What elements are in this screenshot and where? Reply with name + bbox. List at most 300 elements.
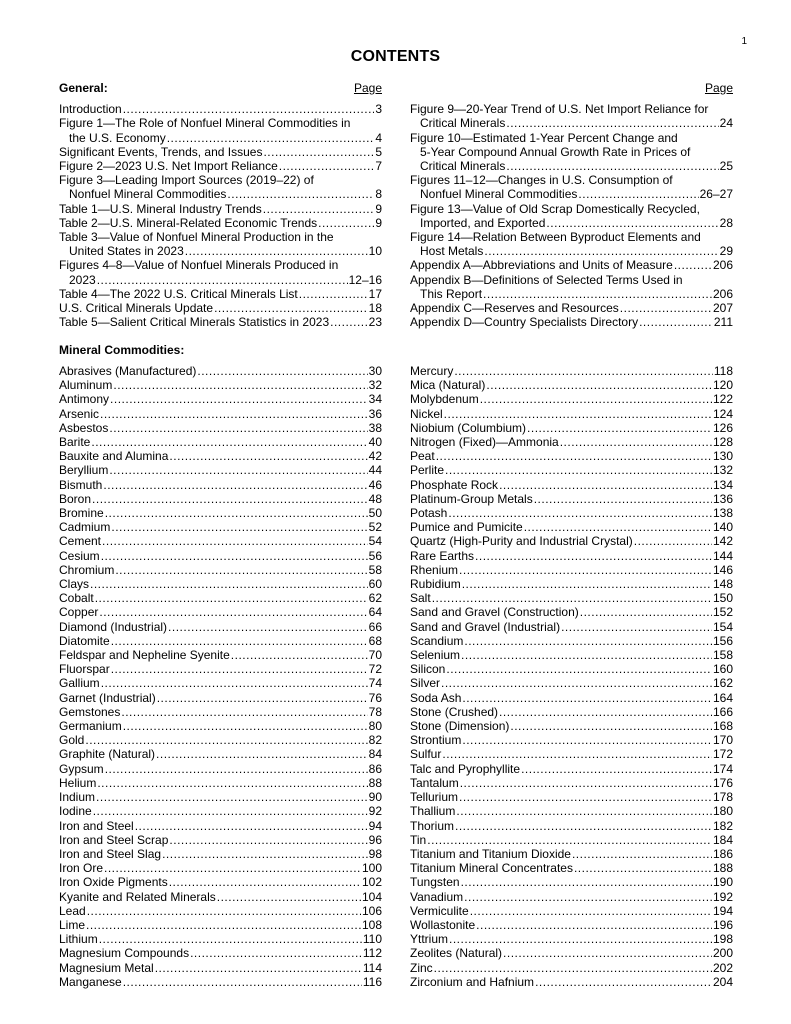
page-column-label: Page [704, 81, 733, 95]
toc-entry-title: Abrasives (Manufactured) [59, 364, 197, 378]
toc-item-line: Figure 3—Leading Import Sources (2019–22) of [59, 173, 314, 188]
toc-item[interactable] [59, 315, 382, 329]
dot-leader [105, 506, 368, 520]
toc-entry-title: Table 4—The 2022 U.S. Critical Minerals List [59, 286, 298, 301]
toc-entry-page: 142 [712, 534, 733, 549]
toc-entry-page: 80 [368, 719, 382, 734]
toc-entry-page: 122 [712, 392, 733, 407]
toc-entry-page: 172 [712, 747, 733, 762]
toc-entry[interactable] [59, 563, 382, 577]
dot-leader [123, 102, 375, 116]
toc-entry-title: Aluminum [59, 378, 113, 393]
dot-leader [448, 506, 712, 520]
toc-entry[interactable] [59, 861, 382, 875]
dot-leader [318, 216, 374, 230]
toc-entry-title: Nonfuel Mineral Commodities [69, 187, 227, 202]
toc-entry-page: 88 [368, 775, 382, 790]
mineral-list-left [59, 364, 382, 989]
toc-entry[interactable] [59, 407, 382, 421]
toc-entry-page: 62 [368, 591, 382, 606]
toc-entry[interactable] [59, 932, 382, 946]
toc-entry[interactable] [410, 691, 733, 705]
toc-entry[interactable] [59, 287, 382, 301]
dot-leader [217, 890, 361, 904]
dot-leader [97, 273, 348, 287]
toc-entry[interactable] [410, 847, 733, 861]
dot-leader [476, 918, 712, 932]
toc-entry[interactable] [410, 563, 733, 577]
general-toc-right [410, 81, 733, 329]
toc-entry-title: Potash [410, 506, 448, 521]
dot-leader [123, 719, 368, 733]
dot-leader [535, 975, 712, 989]
toc-entry-page: 134 [712, 477, 733, 492]
dot-leader [102, 534, 368, 548]
toc-entry-page: 40 [368, 435, 382, 450]
toc-entry-title: Gold [59, 733, 85, 748]
toc-entry[interactable] [410, 961, 733, 975]
toc-entry-title: Beryllium [59, 463, 109, 478]
toc-entry-page: 52 [368, 520, 382, 535]
toc-entry[interactable] [59, 102, 382, 116]
toc-entry[interactable] [59, 202, 382, 216]
toc-entry[interactable] [410, 790, 733, 804]
toc-entry-title: Strontium [410, 733, 462, 748]
toc-entry-title: Garnet (Industrial) [59, 690, 156, 705]
dot-leader [104, 861, 361, 875]
toc-entry[interactable] [59, 187, 382, 201]
toc-entry[interactable] [410, 216, 733, 230]
toc-entry[interactable] [59, 662, 382, 676]
general-header-right [410, 81, 733, 95]
toc-entry-page: 60 [368, 577, 382, 592]
toc-item[interactable] [410, 315, 733, 329]
toc-entry[interactable] [59, 804, 382, 818]
dot-leader [156, 747, 368, 761]
toc-entry[interactable] [59, 534, 382, 548]
dot-leader [499, 705, 712, 719]
dot-leader [620, 301, 712, 315]
dot-leader [197, 364, 367, 378]
toc-entry-page: 44 [368, 463, 382, 478]
toc-entry[interactable] [59, 918, 382, 932]
toc-entry[interactable] [410, 819, 733, 833]
toc-entry-page: 50 [368, 506, 382, 521]
dot-leader [99, 932, 362, 946]
dot-leader [434, 961, 712, 975]
dot-leader [299, 287, 368, 301]
toc-entry[interactable] [410, 258, 733, 272]
toc-entry-page: 168 [712, 719, 733, 734]
toc-entry-title: Diamond (Industrial) [59, 619, 168, 634]
toc-entry[interactable] [410, 904, 733, 918]
toc-entry-page: 138 [712, 506, 733, 521]
toc-entry-page: 206 [712, 286, 733, 301]
toc-entry[interactable] [410, 634, 733, 648]
toc-entry[interactable] [59, 847, 382, 861]
toc-entry-title: Clays [59, 577, 90, 592]
toc-entry-title: Graphite (Natural) [59, 747, 156, 762]
toc-entry[interactable] [410, 187, 733, 201]
toc-entry[interactable] [410, 620, 733, 634]
dot-leader [263, 145, 374, 159]
toc-entry[interactable] [59, 449, 382, 463]
toc-entry[interactable] [59, 244, 382, 258]
toc-entry-page: 116 [362, 974, 382, 989]
toc-entry[interactable] [410, 705, 733, 719]
toc-entry-page: 25 [719, 159, 733, 174]
toc-entry[interactable] [59, 216, 382, 230]
toc-entry[interactable] [410, 918, 733, 932]
toc-entry[interactable] [59, 463, 382, 477]
toc-entry[interactable] [59, 648, 382, 662]
toc-entry-page: 114 [362, 960, 382, 975]
toc-entry[interactable] [59, 378, 382, 392]
toc-entry-page: 7 [375, 159, 382, 174]
toc-entry[interactable] [410, 932, 733, 946]
toc-entry-page: 54 [368, 534, 382, 549]
toc-entry[interactable] [59, 273, 382, 287]
toc-entry-page: 180 [712, 804, 733, 819]
toc-entry-title: Soda Ash [410, 690, 462, 705]
toc-entry-title: Appendix D—Country Specialists Directory [410, 315, 639, 330]
toc-entry-page: 188 [712, 861, 733, 876]
general-toc-left [59, 81, 382, 329]
toc-entry[interactable] [59, 478, 382, 492]
toc-entry[interactable] [59, 520, 382, 534]
toc-entry[interactable] [410, 776, 733, 790]
dot-leader [105, 762, 368, 776]
toc-entry-page: 120 [712, 378, 733, 393]
dot-leader [483, 287, 712, 301]
toc-entry[interactable] [410, 301, 733, 315]
toc-entry[interactable] [410, 315, 733, 329]
toc-item[interactable] [59, 287, 382, 301]
toc-entry[interactable] [410, 378, 733, 392]
toc-entry[interactable] [59, 776, 382, 790]
toc-entry[interactable] [59, 605, 382, 619]
toc-item[interactable] [59, 230, 382, 258]
toc-entry-page: 140 [712, 520, 733, 535]
toc-entry-title: Indium [59, 790, 96, 805]
toc-entry-page: 128 [712, 435, 733, 450]
toc-entry-title: Silver [410, 676, 441, 691]
dot-leader [449, 932, 712, 946]
toc-entry-page: 12–16 [348, 272, 382, 287]
dot-leader [169, 833, 367, 847]
dot-leader [480, 392, 712, 406]
toc-entry-page: 72 [368, 662, 382, 677]
toc-entry[interactable] [410, 463, 733, 477]
dot-leader [92, 492, 368, 506]
toc-entry[interactable] [59, 961, 382, 975]
toc-entry-page: 86 [368, 761, 382, 776]
toc-item[interactable] [59, 116, 382, 144]
toc-entry[interactable] [59, 549, 382, 563]
toc-entry-title: Tin [410, 832, 427, 847]
toc-entry[interactable] [410, 435, 733, 449]
dot-leader [560, 435, 712, 449]
toc-entry-title: Zinc [410, 960, 433, 975]
toc-item[interactable] [410, 230, 733, 258]
dot-leader [462, 691, 712, 705]
toc-entry[interactable] [59, 634, 382, 648]
toc-entry-title: Iron Ore [59, 861, 104, 876]
toc-entry-title: Appendix C—Reserves and Resources [410, 301, 619, 316]
general-heading: General: [59, 81, 108, 95]
toc-entry[interactable] [59, 747, 382, 761]
toc-entry-title: Perlite [410, 463, 445, 478]
toc-entry[interactable] [410, 762, 733, 776]
toc-entry[interactable] [410, 449, 733, 463]
toc-item[interactable] [59, 216, 382, 230]
toc-entry-title: 2023 [69, 272, 96, 287]
toc-entry[interactable] [59, 833, 382, 847]
toc-entry-page: 9 [375, 201, 382, 216]
toc-item[interactable] [59, 159, 382, 173]
toc-entry[interactable] [59, 364, 382, 378]
toc-entry-title: Lead [59, 903, 86, 918]
dot-leader [168, 620, 368, 634]
toc-entry[interactable] [410, 946, 733, 960]
toc-entry[interactable] [59, 392, 382, 406]
toc-entry[interactable] [59, 946, 382, 960]
toc-entry[interactable] [59, 790, 382, 804]
dot-leader [444, 407, 712, 421]
toc-entry-page: 184 [712, 832, 733, 847]
dot-leader [574, 861, 712, 875]
toc-entry[interactable] [59, 435, 382, 449]
toc-entry-title: Critical Minerals [420, 116, 506, 131]
toc-entry[interactable] [410, 520, 733, 534]
dot-leader [462, 577, 712, 591]
toc-entry[interactable] [410, 577, 733, 591]
toc-item[interactable] [59, 173, 382, 201]
toc-entry-title: the U.S. Economy [69, 130, 166, 145]
toc-item[interactable] [59, 202, 382, 216]
toc-entry[interactable] [410, 605, 733, 619]
page-title: CONTENTS [350, 48, 441, 65]
toc-entry[interactable] [59, 421, 382, 435]
dot-leader [470, 904, 712, 918]
dot-leader [101, 549, 368, 563]
toc-entry-page: 70 [368, 648, 382, 663]
toc-entry[interactable] [410, 662, 733, 676]
toc-entry[interactable] [410, 287, 733, 301]
toc-entry[interactable] [410, 534, 733, 548]
toc-entry[interactable] [59, 577, 382, 591]
toc-entry-page: 174 [712, 761, 733, 776]
toc-entry[interactable] [410, 733, 733, 747]
toc-entry-page: 74 [368, 676, 382, 691]
dot-leader [111, 662, 368, 676]
toc-entry-page: 112 [362, 946, 382, 961]
toc-entry-title: Chromium [59, 562, 115, 577]
toc-entry-title: Bromine [59, 506, 104, 521]
toc-entry-page: 130 [712, 449, 733, 464]
toc-entry[interactable] [410, 492, 733, 506]
toc-entry-title: Nickel [410, 406, 443, 421]
toc-entry[interactable] [410, 804, 733, 818]
toc-entry-title: Nitrogen (Fixed)—Ammonia [410, 435, 559, 450]
dot-leader [111, 634, 368, 648]
dot-leader [464, 890, 712, 904]
toc-entry-title: Kyanite and Related Minerals [59, 889, 216, 904]
toc-entry[interactable] [59, 492, 382, 506]
toc-entry-page: 202 [712, 960, 733, 975]
toc-item-line: 5-Year Compound Annual Growth Rate in Prices of [420, 144, 691, 159]
toc-entry[interactable] [410, 549, 733, 563]
toc-entry[interactable] [410, 676, 733, 690]
toc-entry[interactable] [410, 833, 733, 847]
toc-entry[interactable] [410, 421, 733, 435]
toc-entry[interactable] [410, 506, 733, 520]
toc-entry[interactable] [59, 890, 382, 904]
toc-entry[interactable] [59, 620, 382, 634]
toc-entry-page: 110 [362, 932, 382, 947]
toc-entry[interactable] [410, 392, 733, 406]
toc-entry-title: Platinum-Group Metals [410, 491, 533, 506]
toc-entry-page: 192 [712, 889, 733, 904]
dot-leader [674, 258, 712, 272]
toc-entry-page: 98 [368, 846, 382, 861]
toc-item[interactable] [410, 173, 733, 201]
toc-entry-title: Stone (Crushed) [410, 704, 499, 719]
toc-entry[interactable] [59, 719, 382, 733]
toc-item[interactable] [410, 202, 733, 230]
dot-leader [85, 733, 367, 747]
toc-entry[interactable] [59, 301, 382, 315]
toc-entry-title: Titanium Mineral Concentrates [410, 861, 573, 876]
toc-entry-title: Niobium (Columbium) [410, 420, 527, 435]
dot-leader [157, 691, 368, 705]
dot-leader [456, 804, 712, 818]
toc-entry[interactable] [410, 648, 733, 662]
dot-leader [436, 449, 712, 463]
toc-entry-page: 23 [368, 315, 382, 330]
toc-item[interactable] [410, 258, 733, 272]
toc-entry[interactable] [59, 733, 382, 747]
dot-leader [227, 187, 374, 201]
toc-item[interactable] [410, 273, 733, 301]
toc-entry[interactable] [59, 762, 382, 776]
toc-entry[interactable] [59, 819, 382, 833]
toc-entry-title: Scandium [410, 633, 464, 648]
toc-item-line: Figure 1—The Role of Nonfuel Mineral Commodities in [59, 116, 351, 131]
dot-leader [155, 961, 362, 975]
toc-entry-page: 3 [375, 102, 382, 117]
toc-item[interactable] [59, 102, 382, 116]
toc-entry-title: Cobalt [59, 591, 94, 606]
dot-leader [506, 116, 718, 130]
general-header [59, 81, 382, 95]
dot-leader [546, 216, 718, 230]
toc-entry-page: 100 [361, 861, 382, 876]
dot-leader [97, 776, 367, 790]
toc-entry-page: 136 [712, 491, 733, 506]
toc-entry[interactable] [59, 145, 382, 159]
toc-entry-page: 148 [712, 577, 733, 592]
toc-item[interactable] [410, 102, 733, 130]
toc-item[interactable] [410, 131, 733, 174]
toc-entry-page: 8 [375, 187, 382, 202]
toc-item[interactable] [59, 301, 382, 315]
toc-entry[interactable] [410, 407, 733, 421]
dot-leader [484, 244, 718, 258]
toc-entry-title: Titanium and Titanium Dioxide [410, 846, 571, 861]
general-list-right [410, 102, 733, 329]
dot-leader [442, 747, 712, 761]
toc-entry[interactable] [410, 861, 733, 875]
toc-entry[interactable] [410, 719, 733, 733]
dot-leader [86, 918, 361, 932]
toc-item[interactable] [59, 258, 382, 286]
toc-entry[interactable] [410, 875, 733, 889]
toc-entry[interactable] [410, 116, 733, 130]
toc-entry[interactable] [59, 904, 382, 918]
toc-entry[interactable] [410, 478, 733, 492]
toc-entry-page: 206 [712, 258, 733, 273]
toc-entry-page: 132 [712, 463, 733, 478]
toc-entry[interactable] [410, 244, 733, 258]
toc-entry-title: Helium [59, 775, 97, 790]
dot-leader [445, 463, 712, 477]
toc-entry[interactable] [410, 890, 733, 904]
toc-entry-title: Tantalum [410, 775, 459, 790]
toc-entry[interactable] [59, 705, 382, 719]
mineral-commodities-heading: Mineral Commodities: [59, 343, 185, 357]
toc-entry[interactable] [59, 506, 382, 520]
toc-entry[interactable] [410, 975, 733, 989]
toc-entry-page: 68 [368, 633, 382, 648]
toc-entry-title: United States in 2023 [69, 244, 184, 259]
dot-leader [510, 719, 712, 733]
toc-entry-title: Magnesium Metal [59, 960, 154, 975]
toc-entry-title: Vermiculite [410, 903, 469, 918]
toc-entry[interactable] [410, 364, 733, 378]
toc-entry[interactable] [59, 591, 382, 605]
toc-entry-page: 200 [712, 946, 733, 961]
toc-item[interactable] [59, 145, 382, 159]
toc-entry-page: 56 [368, 548, 382, 563]
dot-leader [103, 478, 367, 492]
toc-entry-title: Peat [410, 449, 435, 464]
dot-leader [459, 790, 712, 804]
toc-entry-title: Asbestos [59, 420, 109, 435]
toc-entry[interactable] [59, 875, 382, 889]
toc-entry[interactable] [59, 315, 382, 329]
mineral-list-right [410, 364, 733, 989]
toc-item-line: Figure 14—Relation Between Byproduct Elements and [410, 230, 701, 245]
toc-entry-title: Vanadium [410, 889, 464, 904]
toc-item[interactable] [410, 301, 733, 315]
toc-entry[interactable] [59, 676, 382, 690]
toc-entry-title: Phosphate Rock [410, 477, 499, 492]
toc-entry-title: Sand and Gravel (Construction) [410, 605, 579, 620]
toc-entry-title: Iron and Steel Scrap [59, 832, 169, 847]
dot-leader [109, 421, 367, 435]
toc-entry[interactable] [410, 159, 733, 173]
toc-entry[interactable] [410, 591, 733, 605]
toc-entry[interactable] [410, 747, 733, 761]
toc-entry[interactable] [59, 691, 382, 705]
toc-entry-title: Thorium [410, 818, 455, 833]
toc-entry[interactable] [59, 131, 382, 145]
toc-entry[interactable] [59, 975, 382, 989]
toc-entry[interactable] [59, 159, 382, 173]
toc-entry-title: Significant Events, Trends, and Issues [59, 144, 263, 159]
toc-entry-page: 158 [712, 648, 733, 663]
